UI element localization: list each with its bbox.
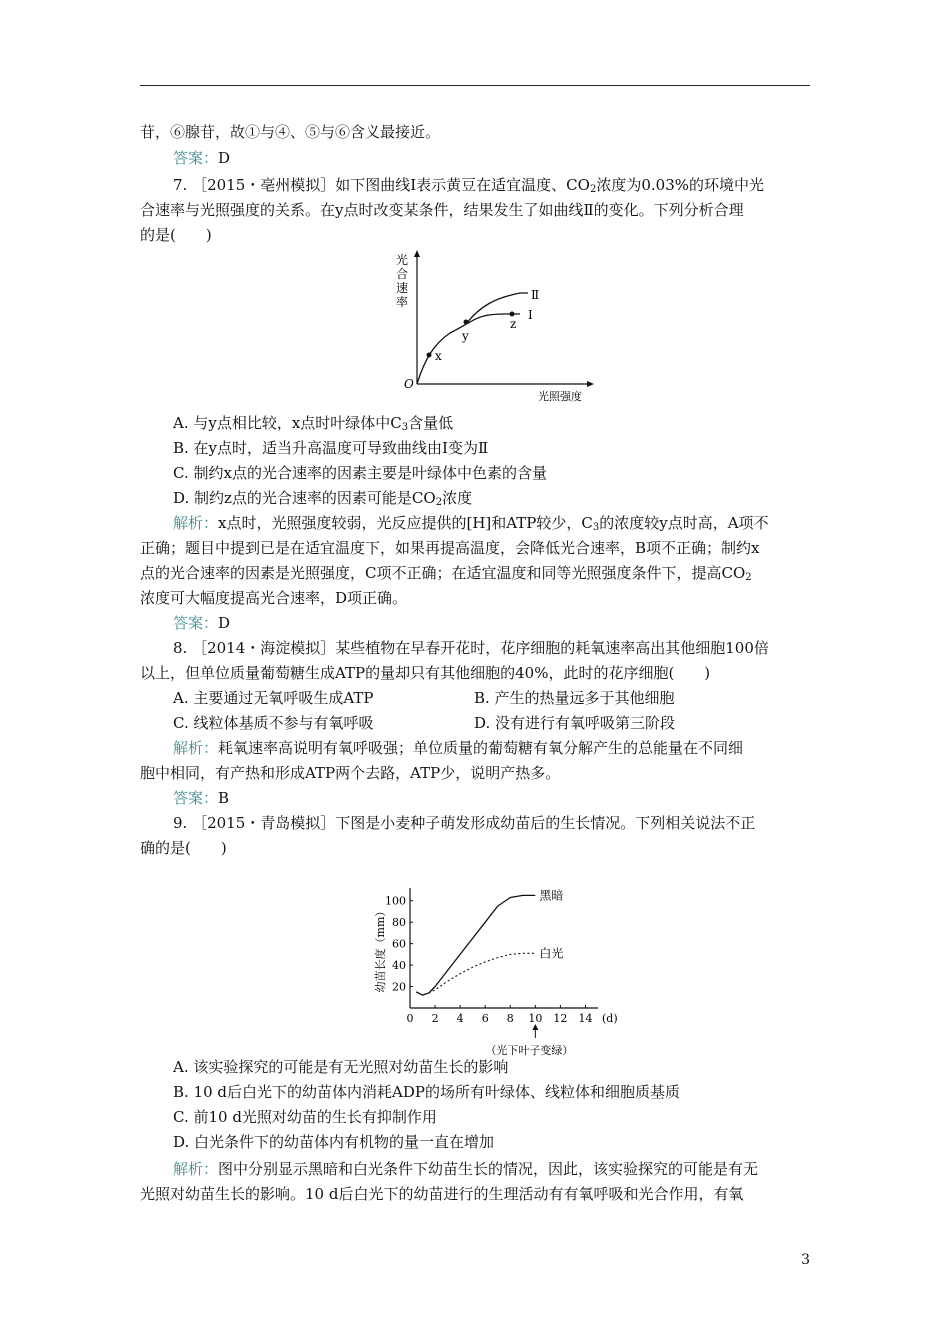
explanation-8-line2: 胞中相同，有产热和形成ATP两个去路，ATP少，说明产热多。	[140, 764, 561, 782]
explanation-7-line2: 正确；题目中提到已是在适宜温度下，如果再提高温度，会降低光合速率，B项不正确；制约x	[140, 539, 760, 557]
y-tick-label: 100	[385, 894, 406, 908]
annotation-label: （光下叶子变绿）	[485, 1044, 574, 1057]
q7-option-d: D. 制约z点的光合速率的因素可能是$CO_2$浓度	[173, 489, 473, 508]
explanation-7-line4: 浓度可大幅度提高光合速率，D项正确。	[140, 589, 408, 607]
y-tick-label: 80	[392, 916, 406, 930]
question-9-line2: 确的是( )	[140, 839, 227, 857]
answer-6: 答案：D	[173, 149, 231, 167]
q7-option-c: C. 制约x点的光合速率的因素主要是叶绿体中色素的含量	[173, 464, 547, 482]
x-tick-label: 2	[431, 1012, 439, 1025]
q8-option-row2: C. 线粒体基质不参与有氧呼吸 D. 没有进行有氧呼吸第三阶段	[173, 714, 676, 732]
label-curve-II: Ⅱ	[531, 288, 540, 302]
explanation-9-line1: 解析：图中分别显示黑暗和白光条件下幼苗生长的情况，因此，该实验探究的可能是有无	[173, 1160, 759, 1178]
answer-8: 答案：B	[173, 789, 230, 807]
text-line: 苷，⑥腺苷，故①与④、⑤与⑥含义最接近。	[140, 123, 441, 141]
y-axis-label-char: 光	[396, 253, 409, 267]
label-curve-I: Ⅰ	[528, 308, 533, 322]
q7-option-b: B. 在y点时，适当升高温度可导致曲线由Ⅰ变为Ⅱ	[173, 439, 489, 457]
label-y: y	[462, 329, 469, 343]
q9-option-a: A. 该实验探究的可能是有无光照对幼苗生长的影响	[173, 1058, 509, 1076]
point-y	[464, 320, 469, 325]
q8-option-row1: A. 主要通过无氧呼吸生成ATP B. 产生的热量远多于其他细胞	[173, 689, 675, 707]
explanation-7-line3: 点的光合速率的因素是光照强度，C项不正确；在适宜温度和同等光照强度条件下，提高$CO_2$	[140, 564, 752, 583]
series-line-白光	[416, 953, 535, 995]
series-label: 黑暗	[539, 888, 564, 903]
x-axis-label: 光照强度	[538, 390, 582, 403]
q9-option-b: B. 10 d后白光下的幼苗体内消耗ADP的场所有叶绿体、线粒体和细胞质基质	[173, 1083, 680, 1101]
y-axis-label: 幼苗长度（mm）	[374, 905, 387, 993]
header-rule	[140, 85, 810, 86]
x-tick-label: 10	[528, 1012, 543, 1025]
x-axis-arrow	[587, 381, 594, 387]
series-line-黑暗	[416, 895, 535, 995]
explanation-8-line1: 解析：耗氧速率高说明有氧呼吸强；单位质量的葡萄糖有氧分解产生的总能量在不同细	[173, 739, 744, 757]
answer-7: 答案：D	[173, 614, 231, 632]
question-7-line1: 7. ［2015・亳州模拟］如下图曲线Ⅰ表示黄豆在适宜温度、$CO_2$浓度为0.03%的环境中光	[173, 176, 764, 195]
x-tick-label: 12	[553, 1012, 568, 1025]
x-tick-label: 8	[506, 1012, 514, 1025]
x-axis-unit: (d)	[602, 1012, 618, 1025]
explanation-9-line2: 光照对幼苗生长的影响。10 d后白光下的幼苗进行的生理活动有有氧呼吸和光合作用，有氧	[140, 1185, 744, 1203]
explanation-7-line1: 解析：x点时，光照强度较弱，光反应提供的[H]和ATP较少，$C_3$的浓度较y点时高，A项不	[173, 514, 769, 533]
question-9-line1: 9. ［2015・青岛模拟］下图是小麦种子萌发形成幼苗后的生长情况。下列相关说法不正	[173, 814, 756, 832]
x-tick-label: 0	[406, 1012, 414, 1025]
y-axis-label	[396, 252, 408, 309]
question-8-line2: 以上，但单位质量葡萄糖生成ATP的量却只有其他细胞的40%，此时的花序细胞( )	[140, 664, 711, 682]
page-number: 3	[801, 1252, 810, 1268]
question-7-line3: 的是( )	[140, 226, 212, 244]
y-axis-arrow	[414, 250, 420, 257]
point-x	[427, 353, 432, 358]
y-axis-label-char: 合	[396, 267, 409, 281]
photosynthesis-rate-figure	[380, 248, 600, 408]
x-tick-label: 6	[481, 1012, 489, 1025]
label-z: z	[510, 317, 517, 331]
x-tick-label: 14	[578, 1012, 593, 1025]
y-axis-label-char: 速	[396, 281, 409, 295]
q9-option-c: C. 前10 d光照对幼苗的生长有抑制作用	[173, 1108, 437, 1126]
curve-I	[417, 314, 520, 384]
y-tick-label: 40	[392, 959, 406, 973]
point-z	[510, 312, 515, 317]
y-tick-label: 60	[392, 937, 406, 951]
y-axis-label-char: 率	[396, 295, 409, 309]
x-tick-label: 4	[456, 1012, 464, 1025]
y-tick-label: 20	[392, 980, 406, 994]
series-label: 白光	[539, 946, 564, 961]
question-8-line1: 8. ［2014・海淀模拟］某些植物在早春开花时，花序细胞的耗氧速率高出其他细胞100倍	[173, 639, 769, 657]
q7-option-a: A. 与y点相比较，x点时叶绿体中$C_3$含量低	[173, 414, 454, 433]
q9-option-d: D. 白光条件下的幼苗体内有机物的量一直在增加	[173, 1133, 495, 1151]
label-x: x	[435, 349, 442, 363]
question-7-line2: 合速率与光照强度的关系。在y点时改变某条件，结果发生了如曲线Ⅱ的变化。下列分析合理	[140, 201, 744, 219]
origin-label: O	[404, 377, 414, 391]
seedling-growth-chart	[370, 880, 630, 1057]
